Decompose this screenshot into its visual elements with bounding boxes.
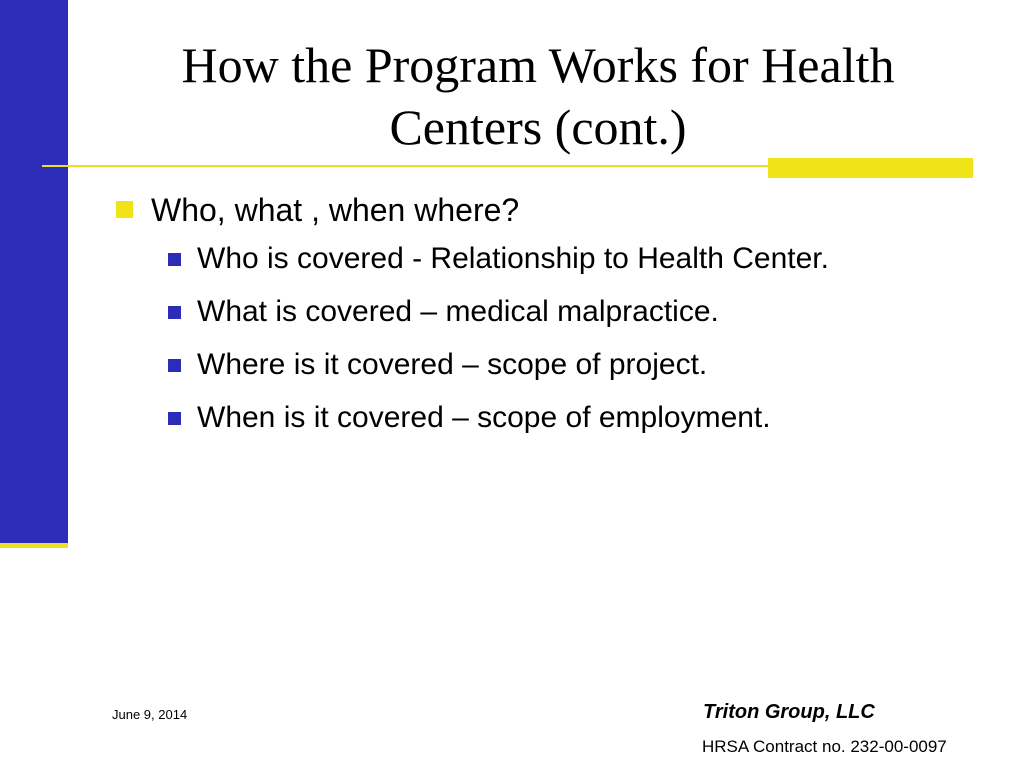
sub-bullet-text: What is covered – medical malpractice. xyxy=(197,295,719,328)
sub-bullet-text: Where is it covered – scope of project. xyxy=(197,348,708,381)
footer-contract: HRSA Contract no. 232-00-0097 xyxy=(702,737,947,756)
slide-title xyxy=(68,34,1008,158)
left-accent-bar-underline xyxy=(0,543,68,548)
slide-title-line-1: How the Program Works for Health xyxy=(181,37,895,93)
slide-title-line-2: Centers (cont.) xyxy=(389,99,687,155)
sub-bullet-text: When is it covered – scope of employment. xyxy=(197,401,771,434)
left-accent-bar xyxy=(0,0,68,545)
sub-bullet-when xyxy=(168,399,976,437)
blue-square-bullet-icon xyxy=(168,306,181,319)
blue-square-bullet-icon xyxy=(168,412,181,425)
blue-square-bullet-icon xyxy=(168,253,181,266)
sub-bullet-who xyxy=(168,240,976,278)
bullet-main xyxy=(116,190,976,230)
footer-company: Triton Group, LLC xyxy=(703,701,875,723)
blue-square-bullet-icon xyxy=(168,359,181,372)
sub-bullet-what xyxy=(168,293,976,331)
bullet-list xyxy=(116,190,976,452)
yellow-square-bullet-icon xyxy=(116,201,133,218)
sub-bullet-text: Who is covered - Relationship to Health Center. xyxy=(197,242,829,275)
title-accent-block xyxy=(768,158,973,178)
sub-bullet-list xyxy=(168,240,976,437)
bullet-main-text: Who, what , when where? xyxy=(151,192,520,228)
sub-bullet-where xyxy=(168,346,976,384)
footer-date: June 9, 2014 xyxy=(112,707,188,722)
